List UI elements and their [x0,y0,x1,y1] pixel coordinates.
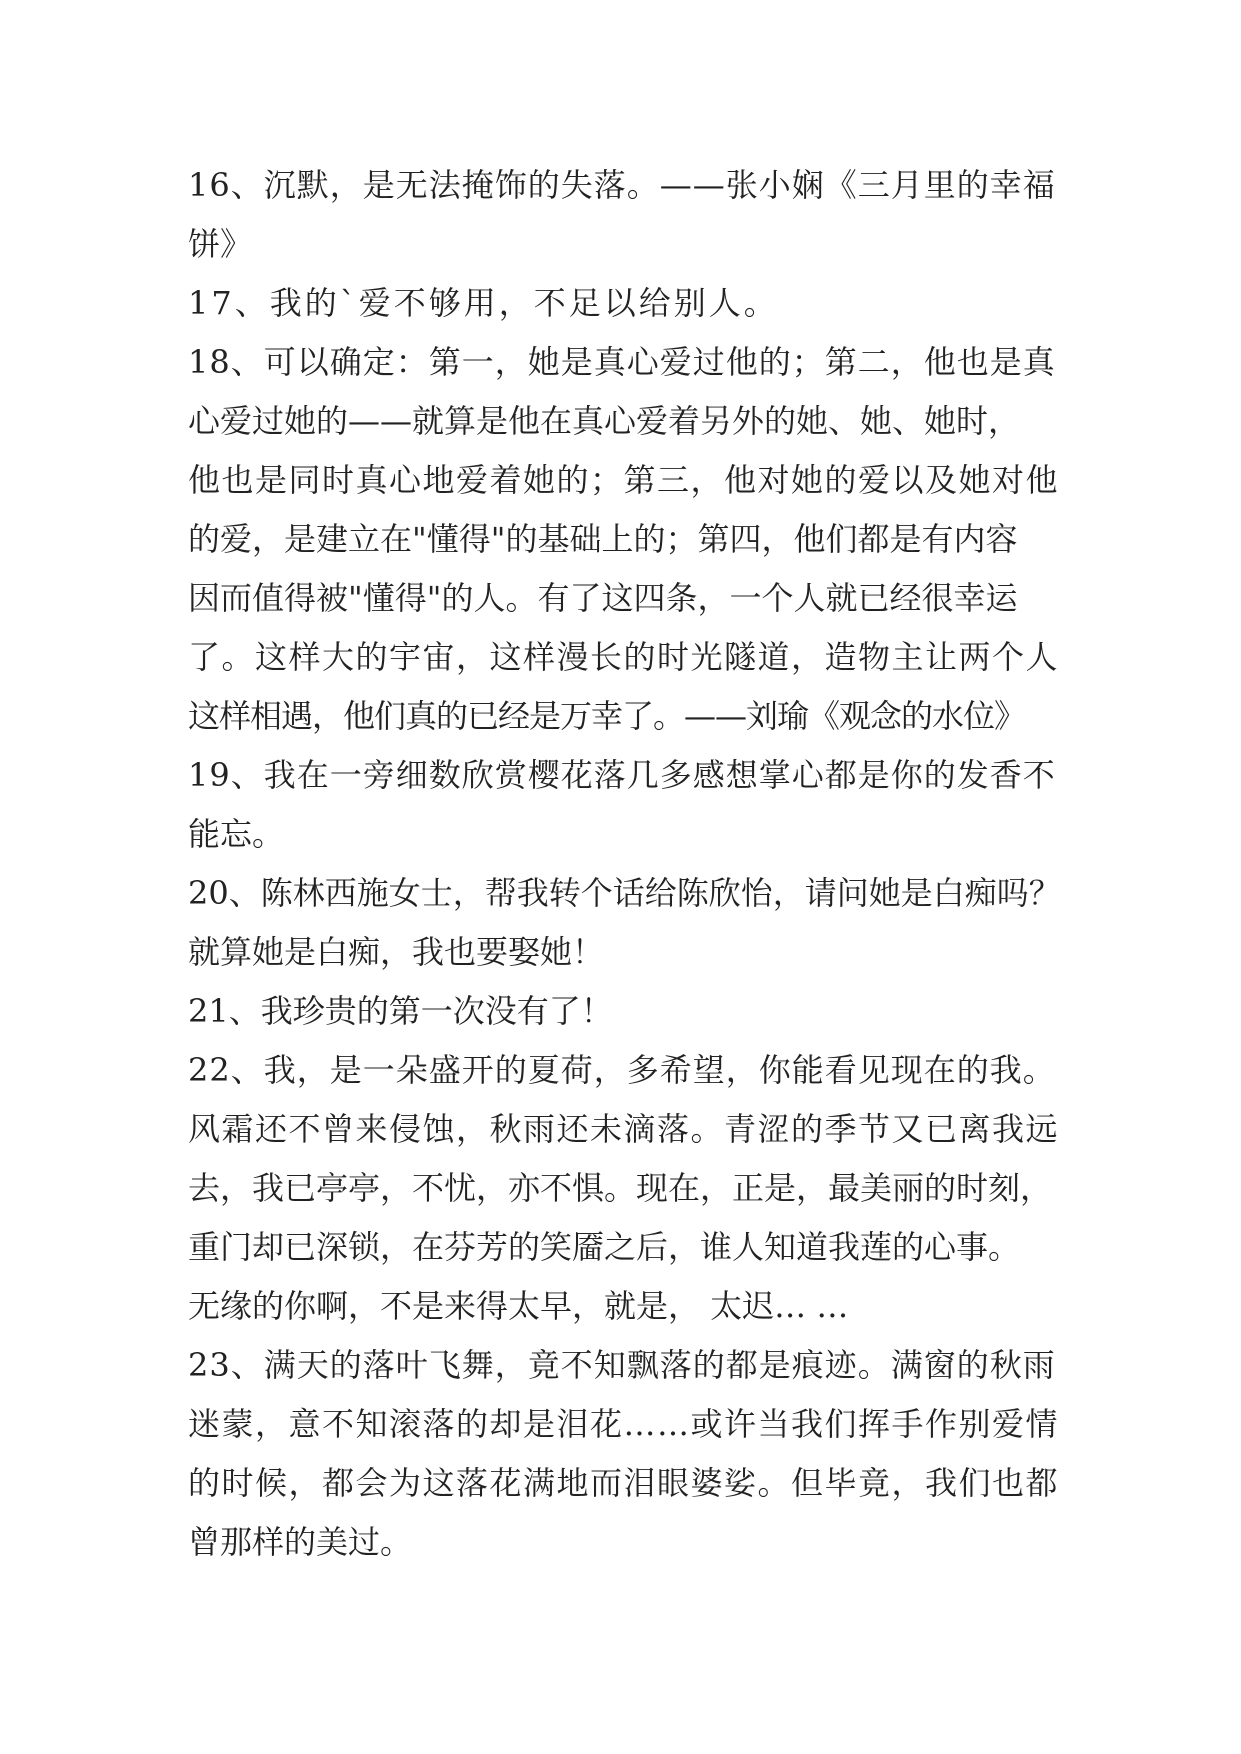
text-line: 16、沉默，是无法掩饰的失落。——张小娴《三月里的幸福 [188,166,1056,204]
text-line: 无缘的你啊，不是来得太早，就是， 太迟… … [188,1287,849,1325]
text-line: 因而值得被"懂得"的人。有了这四条，一个人就已经很幸运 [188,579,1018,617]
text-line: 能忘。 [188,815,285,853]
text-line: 19、我在一旁细数欣赏樱花落几多感想掌心都是你的发香不 [188,756,1056,794]
text-line: 的爱，是建立在"懂得"的基础上的；第四，他们都是有内容 [188,520,1018,558]
text-line: 饼》 [188,225,253,263]
text-line: 曾那样的美过。 [188,1523,413,1561]
text-line: 18、可以确定：第一，她是真心爱过他的；第二，他也是真 [188,343,1056,381]
text-line: 风霜还不曾来侵蚀，秋雨还未滴落。青涩的季节又已离我远 [188,1110,1060,1148]
text-line: 迷蒙，意不知滚落的却是泪花……或许当我们挥手作别爱情 [188,1405,1060,1443]
text-line: 17、我的`爱不够用，不足以给别人。 [188,284,779,322]
text-line: 这样相遇，他们真的已经是万幸了。——刘瑜《观念的水位》 [188,697,1026,735]
text-line: 就算她是白痴，我也要娶她！ [188,933,605,971]
text-line: 的时候，都会为这落花满地而泪眼婆娑。但毕竟，我们也都 [188,1464,1060,1502]
document-body [188,156,1068,1572]
text-line: 22、我，是一朵盛开的夏荷，多希望，你能看见现在的我。 [188,1051,1056,1089]
text-line: 23、满天的落叶飞舞，竟不知飘落的都是痕迹。满窗的秋雨 [188,1346,1056,1384]
text-line: 20、陈林西施女士，帮我转个话给陈欣怡，请问她是白痴吗？ [188,874,1061,912]
text-line: 他也是同时真心地爱着她的；第三，他对她的爱以及她对他 [188,461,1060,499]
text-line: 重门却已深锁，在芬芳的笑靥之后，谁人知道我莲的心事。 [188,1228,1021,1266]
text-line: 心爱过她的——就算是他在真心爱着另外的她、她、她时， [188,402,1021,440]
text-line: 21、我珍贵的第一次没有了！ [188,992,613,1030]
text-line: 去，我已亭亭，不忧，亦不惧。现在，正是，最美丽的时刻， [188,1169,1053,1207]
text-line: 了。这样大的宇宙，这样漫长的时光隧道，造物主让两个人 [188,638,1060,676]
